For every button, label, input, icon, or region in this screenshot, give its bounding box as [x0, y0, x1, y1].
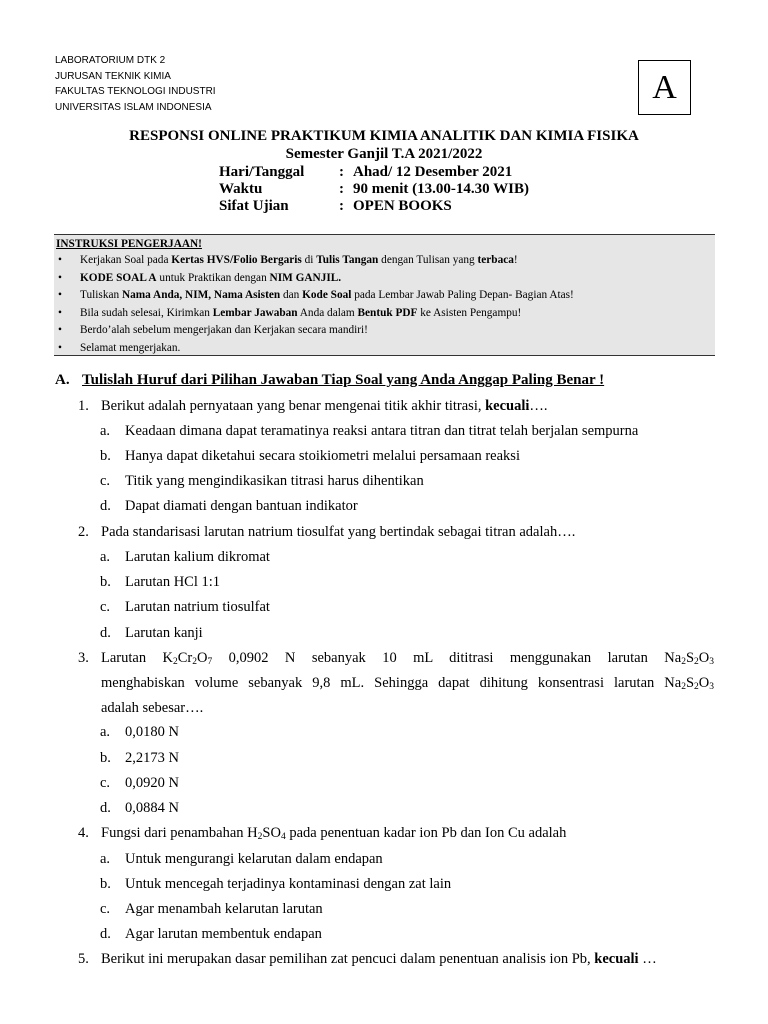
- bullet-icon: •: [58, 324, 62, 337]
- info-separator: :: [339, 164, 344, 180]
- question-text: adalah sebesar….: [101, 700, 204, 716]
- option: d. Dapat diamati dengan bantuan indikator: [100, 498, 358, 514]
- instruction-text: Kerjakan Soal pada Kertas HVS/Folio Bergaris di Tulis Tangan dengan Tulisan yang terbaca!: [80, 254, 518, 266]
- question-2: [78, 524, 575, 541]
- option: b. 2,2173 N: [100, 750, 179, 766]
- option-text: Larutan kanji: [125, 625, 203, 641]
- option: a. 0,0180 N: [100, 724, 179, 740]
- instruction-text: Berdo’alah sebelum mengerjakan dan Kerjakan secara mandiri!: [80, 324, 368, 337]
- question-4: [78, 825, 566, 842]
- instruction-item: [56, 270, 715, 288]
- question-text: Berikut adalah pernyataan yang benar mengenai titik akhir titrasi, kecuali….: [101, 398, 548, 414]
- info-separator: :: [339, 198, 344, 214]
- info-row: [219, 198, 452, 215]
- bullet-icon: •: [58, 254, 62, 266]
- option-text: Untuk mencegah terjadinya kontaminasi dengan zat lain: [125, 876, 452, 892]
- bullet-icon: •: [58, 271, 62, 284]
- info-value: OPEN BOOKS: [353, 198, 452, 214]
- bullet-icon: •: [58, 306, 62, 319]
- exam-semester: Semester Ganjil T.A 2021/2022: [285, 146, 483, 162]
- question-text: Larutan $K_2Cr_2O_7$ 0,0902 N sebanyak 10 mL dititrasi menggunakan larutan $Na_2S_2O_3$: [101, 650, 714, 667]
- exam-code-box: [638, 60, 691, 115]
- info-value: 90 menit (13.00-14.30 WIB): [353, 181, 529, 197]
- instruction-item: [56, 287, 715, 305]
- option-text: Untuk mengurangi kelarutan dalam endapan: [125, 851, 383, 867]
- question-number: 2.: [78, 524, 89, 540]
- question-1: [78, 398, 548, 415]
- option: d. 0,0884 N: [100, 800, 179, 816]
- option-text: 2,2173 N: [125, 750, 179, 766]
- option: c. Agar menambah kelarutan larutan: [100, 901, 323, 917]
- option: c. Titik yang mengindikasikan titrasi harus dihentikan: [100, 473, 424, 489]
- exam-title: RESPONSI ONLINE PRAKTIKUM KIMIA ANALITIK DAN KIMIA FISIKA: [129, 128, 639, 144]
- institution-header: [55, 53, 216, 115]
- option-text: 0,0884 N: [125, 800, 179, 816]
- instruction-item: [56, 305, 715, 323]
- option: d. Agar larutan membentuk endapan: [100, 926, 322, 942]
- info-value: Ahad/ 12 Desember 2021: [353, 164, 513, 180]
- option-text: Larutan kalium dikromat: [125, 549, 270, 565]
- option-text: Titik yang mengindikasikan titrasi harus dihentikan: [125, 473, 424, 489]
- option: c. 0,0920 N: [100, 775, 179, 791]
- option: c. Larutan natrium tiosulfat: [100, 599, 270, 615]
- option: b. Untuk mencegah terjadinya kontaminasi dengan zat lain: [100, 876, 452, 892]
- option-text: Hanya dapat diketahui secara stoikiometri melalui persamaan reaksi: [125, 448, 520, 464]
- option: a. Larutan kalium dikromat: [100, 549, 270, 565]
- option: b. Larutan HCl 1:1: [100, 574, 221, 590]
- instruction-item: [56, 322, 715, 340]
- option: d. Larutan kanji: [100, 625, 203, 641]
- instructions-title: INSTRUKSI PENGERJAAN!: [56, 238, 202, 250]
- option: a. Untuk mengurangi kelarutan dalam endapan: [100, 851, 383, 867]
- section-heading: [55, 372, 604, 389]
- info-label: Sifat Ujian: [219, 198, 289, 214]
- info-row: [219, 164, 512, 181]
- header-line: JURUSAN TEKNIK KIMIA: [55, 70, 171, 82]
- option-text: Agar menambah kelarutan larutan: [125, 901, 323, 917]
- header-line: LABORATORIUM DTK 2: [55, 55, 166, 66]
- question-text: Pada standarisasi larutan natrium tiosulfat yang bertindak sebagai titran adalah….: [101, 524, 576, 540]
- header-line: FAKULTAS TEKNOLOGI INDUSTRI: [55, 86, 216, 97]
- info-separator: :: [339, 181, 344, 197]
- question-text: Fungsi dari penambahan $H_2SO_4$ pada penentuan kadar ion Pb dan Ion Cu adalah: [101, 825, 567, 842]
- section-number: A.: [55, 372, 70, 388]
- question-text: menghabiskan volume sebanyak 9,8 mL. Sehingga dapat dihitung konsentrasi larutan $Na_2S_2O_3$: [101, 675, 714, 692]
- question-number: 3.: [78, 650, 89, 666]
- question-3-number: [78, 650, 101, 667]
- question-number: 5.: [78, 951, 89, 967]
- option-text: Larutan natrium tiosulfat: [125, 599, 270, 615]
- option: b. Hanya dapat diketahui secara stoikiometri melalui persamaan reaksi: [100, 448, 520, 464]
- info-row: [219, 181, 529, 198]
- option-text: 0,0180 N: [125, 724, 179, 740]
- option-text: Keadaan dimana dapat teramatinya reaksi antara titran dan titrat telah berjalan sempurna: [125, 423, 639, 439]
- option-text: Agar larutan membentuk endapan: [125, 926, 322, 942]
- option: a. Keadaan dimana dapat teramatinya reaksi antara titran dan titrat telah berjalan sempurna: [100, 423, 639, 439]
- question-text: Berikut ini merupakan dasar pemilihan zat pencuci dalam penentuan analisis ion Pb, kecuali …: [101, 951, 657, 967]
- question-5: [78, 951, 657, 968]
- bullet-icon: •: [58, 341, 62, 354]
- question-number: 4.: [78, 825, 89, 841]
- info-label: Hari/Tanggal: [219, 164, 305, 180]
- option-text: 0,0920 N: [125, 775, 179, 791]
- question-number: 1.: [78, 398, 89, 414]
- instruction-item: [56, 252, 715, 270]
- bullet-icon: •: [58, 289, 62, 302]
- info-label: Waktu: [219, 181, 263, 197]
- option-text: Dapat diamati dengan bantuan indikator: [125, 498, 358, 514]
- instruction-text: Tuliskan Nama Anda, NIM, Nama Asisten dan Kode Soal pada Lembar Jawab Paling Depan- Bagian Atas!: [80, 289, 574, 302]
- header-line: UNIVERSITAS ISLAM INDONESIA: [55, 101, 212, 113]
- instruction-text: Bila sudah selesai, Kirimkan Lembar Jawaban Anda dalam Bentuk PDF ke Asisten Pengampu!: [80, 306, 522, 319]
- option-text: Larutan HCl 1:1: [125, 574, 221, 590]
- section-title: Tulislah Huruf dari Pilihan Jawaban Tiap Soal yang Anda Anggap Paling Benar !: [82, 372, 605, 388]
- instructions-box: [54, 234, 715, 356]
- exam-code: A: [652, 68, 677, 106]
- instruction-item: [56, 340, 715, 358]
- instruction-text: Selamat mengerjakan.: [80, 341, 181, 354]
- instruction-text: KODE SOAL A untuk Praktikan dengan NIM GANJIL.: [80, 271, 342, 284]
